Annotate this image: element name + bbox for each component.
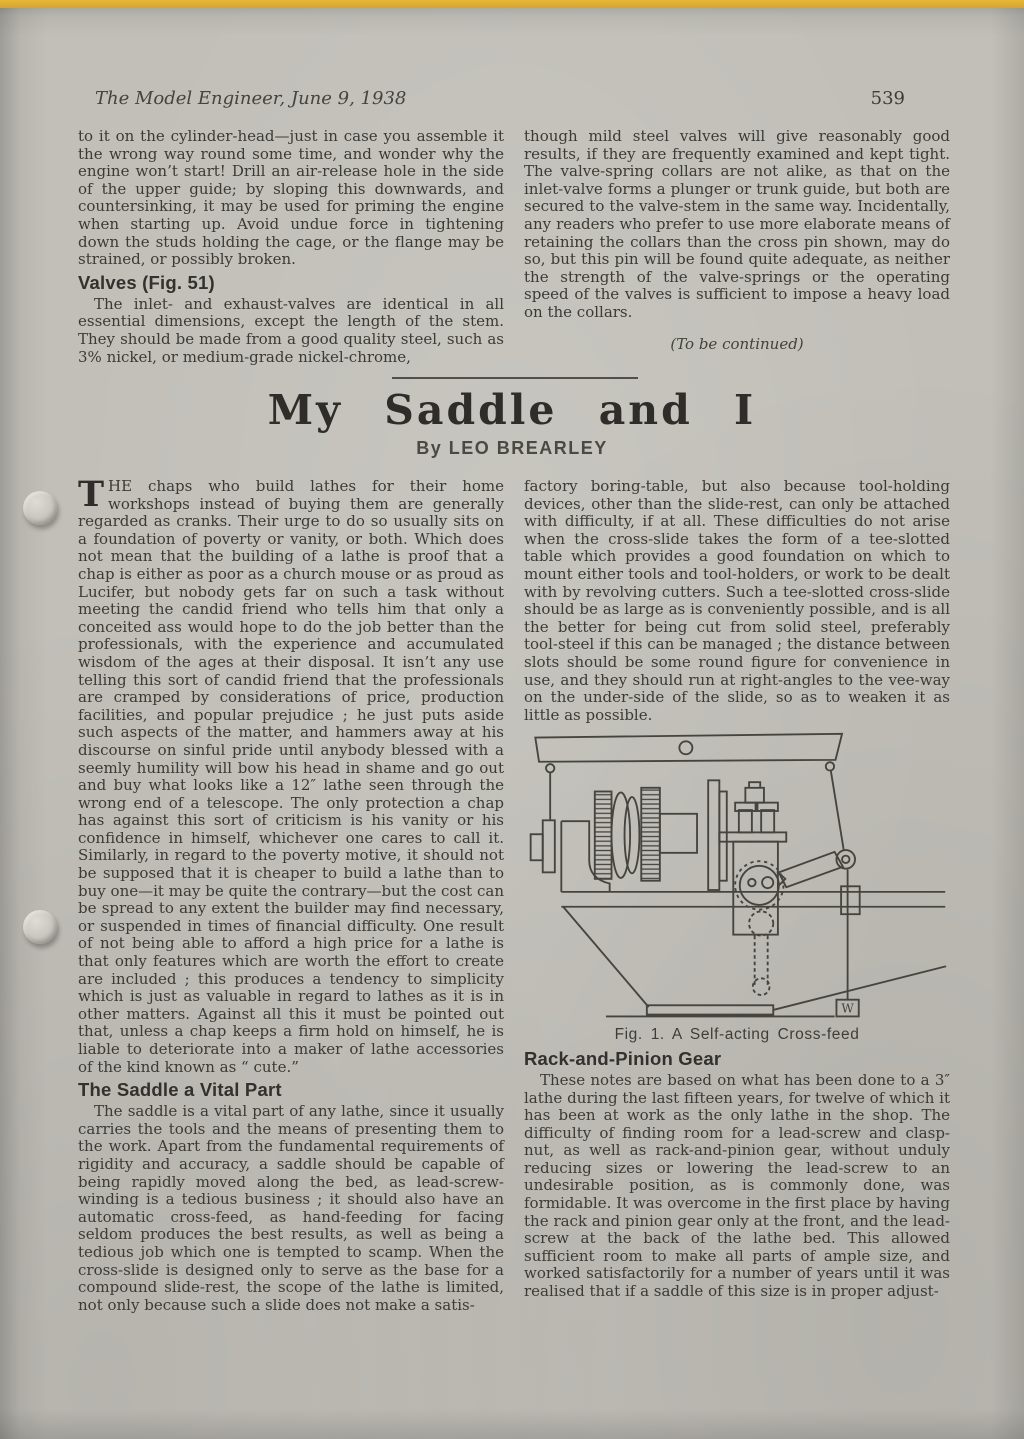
valves-left-column — [78, 128, 504, 366]
valves-heading: Valves (Fig. 51) — [78, 271, 215, 293]
article-header — [0, 388, 1024, 459]
right-block — [841, 887, 860, 915]
valves-paragraph: The inlet- and exhaust-valves are identical in all essential dimensions, except the length of the stem. They should be made from a good quality steel, such as 3% nickel, or medium-grade nickel-chrome, — [78, 294, 504, 366]
binder-punch-hole — [23, 491, 57, 525]
feed-lever — [779, 852, 843, 887]
valves-paragraph: to it on the cylinder-head—just in case you assemble it the wrong way round some time, and wonder why the engine won’t start! Drill an air-release hole in the side of the upper guide; by sloping this downwards, and countersinking, it may be used for priming the engine when starting up. Avoid undue force in tightening down the studs holding the cage, or the flange may be strained, or possibly broken. — [78, 127, 504, 269]
valves-section — [78, 128, 950, 366]
title-divider-rule — [392, 377, 638, 379]
figure-drawing-self-acting-cross-feed — [527, 732, 947, 1022]
top-slide-bar — [535, 734, 842, 762]
article-paragraph: These notes are based on what has been done to a 3″ lathe during the last fifteen years, for twelve of which it has been at work as the only lathe in the shop. The difficulty of finding room for a lead-screw and clasp-nut, as well as rack-and-pinion gear, without unduly reducing sizes or lowering the lead-screw to an undesirable position, as is commonly done, was formidable. It was overcome in the first place by having the rack and pinion gear only at the front, and the lead-screw at the back of the lathe bed. This allowed sufficient room to make all parts of ample size, and worked satisfactorily for a number of years until it was realised that if a saddle of this size is in proper adjust- — [524, 1070, 950, 1301]
figure-caption: Fig. 1. A Self-acting Cross-feed — [614, 1026, 860, 1044]
base-foot — [647, 1006, 773, 1015]
article-paragraph — [78, 474, 504, 1076]
weight-label: W — [841, 1002, 854, 1017]
shaft-boss — [660, 814, 697, 853]
change-gear — [641, 788, 660, 881]
page-header — [95, 88, 905, 109]
knob — [745, 783, 764, 803]
to-be-continued-note: (To be continued) — [670, 334, 804, 353]
change-gear — [595, 792, 612, 879]
paragraph-text: HE chaps who build lathes for their home workshops instead of buying them are generally regarded as cranks. Their urge to do so usually sits on a foundation of poverty or vanity, or both. Which does not mean that the building of a lathe is proof that a chap is either as poor as a church mouse or as proud as Lucifer, but nobody gets far on such a task without meeting the candid friend who tells him that only a conceited ass would hope to do the job better than the professionals, with the experience and accumulated wisdom of the ages at their disposal. It isn’t any use telling this sort of candid friend that the professionals are cramped by considerations of price, production facilities, and popular prejudice ; he just puts aside such aspects of the matter, and hammers away at his discourse on sinful pride until anybody blessed with a seemly humility will bow his head in shame and go out and buy what looks like a 12″ lathe seen through the wrong end of a telescope. The only protection a chap has against this sort of criticism is his vanity or his confidence in himself, whichever one cares to call it. Similarly, in regard to the poverty motive, it should not be supposed that it is cheaper to build a lathe than to buy one—it may be quite the contrary—but the cost can be spread to any extent the builder may find necessary, or suspended in times of financial difficulty. One result of not being able to afford a high price for a lathe is that only features which are worth the effort to create are included ; this produces a tendency to simplicity which is just as valuable in regard to lathes as it is in other matters. Against all this it must be pointed out that, unless a chap keeps a firm hold on himself, he is liable to deteriorate into a maker of lathe accessories of the kind known as “ cute.” — [78, 477, 504, 1076]
lathe-line-drawing — [531, 734, 946, 1017]
article-title: My Saddle and I — [267, 386, 757, 434]
bolt — [761, 810, 774, 832]
scan-edge-strip — [0, 0, 1024, 8]
saddle-vital-part-heading: The Saddle a Vital Part — [78, 1079, 282, 1101]
hidden-gear — [749, 912, 773, 936]
face-plate — [708, 781, 719, 891]
page-number: 539 — [870, 88, 905, 109]
binder-punch-hole — [23, 910, 57, 944]
journal-title: The Model Engineer, June 9, 1938 — [95, 88, 407, 109]
article-byline: By LEO BREARLEY — [416, 438, 608, 458]
valves-right-column — [524, 128, 950, 366]
article-body — [78, 474, 950, 1314]
figure-1 — [524, 732, 950, 1044]
article-paragraph: factory boring-table, but also because tool-holding devices, other than the slide-rest, can only be attached with difficulty, if at all. These difficulties do not arise when the cross-slide takes the form of a tee-slotted table which provides a good foundation on which to mount either tools and tool-holders, or work to be dealt with by revolving cutters. Such a tee-slotted cross-slide should be as large as is conveniently possible, and is all the better for being cut from solid steel, preferably tool-steel if this can be managed ; the distance between slots should be some round figure for convenience in use, and they should run at right-angles to the vee-way on the under-side of the slide, so as to weaken it as little as possible. — [524, 477, 950, 724]
cord — [831, 771, 844, 851]
bolt — [739, 810, 752, 832]
bar-hole — [679, 742, 692, 755]
stand-left-leg — [563, 907, 649, 1007]
left-bracket — [543, 821, 555, 873]
rack-and-pinion-heading: Rack-and-Pinion Gear — [524, 1047, 722, 1069]
drop-cap: T — [78, 474, 105, 515]
article-left-column — [78, 474, 504, 1314]
article-right-column — [524, 478, 950, 1314]
valves-paragraph: though mild steel valves will give reasonably good results, if they are frequently examined and kept tight. The valve-spring collars are not alike, as that on the inlet-valve forms a plunger or trunk guide, but both are secured to the valve-stem in the same way. Incidentally, any readers who prefer to use more elaborate means of retaining the collars than the cross pin shown, may do so, but this pin will be found quite adequate, as neither the strength of the valve-springs or the operating speed of the valves is sufficient to impose a heavy load on the collars. — [524, 127, 950, 321]
tool-post-flange — [719, 833, 786, 842]
article-paragraph: The saddle is a vital part of any lathe, since it usually carries the tools and the means of presenting them to the work. Apart from the fundamental requirements of rigidity and accuracy, a saddle should be capable of being rapidly moved along the bed, as lead-screw-winding is a tedious business ; it should also have an automatic cross-feed, as hand-feeding for facing seldom produces the best results, as well as being a tedious job which one is tempted to scamp. When the cross-slide is designed only to serve as the base for a compound slide-rest, the scope of the lathe is limited, not only because such a slide does not make a satis- — [78, 1102, 504, 1314]
